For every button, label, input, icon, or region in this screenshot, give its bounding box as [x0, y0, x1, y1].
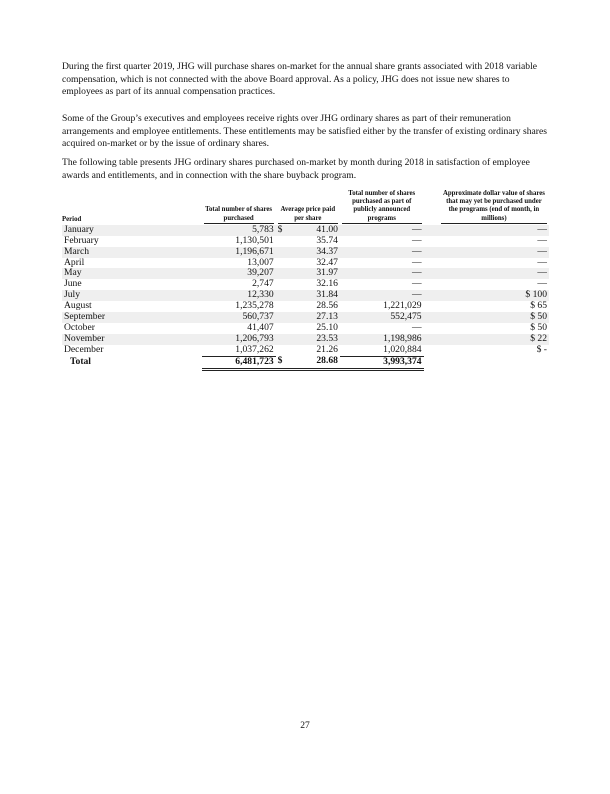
- cell-programs: 1,020,884: [383, 343, 422, 355]
- cell-programs: —: [411, 234, 422, 246]
- cell-period: February: [64, 234, 99, 246]
- cell-period: September: [62, 312, 202, 323]
- cell-total: 1,130,501: [235, 234, 274, 246]
- cell-approx: $ 50: [439, 312, 549, 323]
- table-row: [62, 323, 549, 334]
- total-cell-dollar: $: [276, 356, 294, 369]
- cell-period: May: [62, 268, 202, 279]
- cell-programs: 1,198,986: [340, 334, 424, 345]
- cell-programs: —: [340, 225, 424, 236]
- cell-avg: 25.10: [316, 321, 338, 333]
- cell-period: June: [64, 278, 82, 290]
- cell-period: July: [62, 290, 202, 301]
- cell-total: 1,206,793: [202, 334, 276, 345]
- page-number: 27: [300, 720, 310, 731]
- cell-dollar: [276, 301, 294, 312]
- cell-total: 5,783: [202, 225, 276, 236]
- cell-avg: 35.74: [316, 234, 338, 246]
- table-row: [62, 236, 549, 247]
- cell-programs: —: [411, 321, 422, 333]
- cell-period: August: [64, 300, 92, 312]
- cell-dollar: $: [276, 225, 294, 236]
- cell-programs: —: [411, 278, 422, 290]
- table-row: [62, 247, 549, 258]
- total-cell-period: Total: [70, 356, 91, 368]
- table-row: [62, 290, 549, 301]
- cell-avg: 41.00: [293, 225, 340, 236]
- table-header-row: [62, 190, 549, 225]
- cell-avg: 28.56: [316, 300, 338, 312]
- paragraph-table-intro: The following table presents JHG ordinary shares purchased on-market by month during 2018 in satisfaction of employee awards and entitlements, and in connection with the share buyback program.: [62, 157, 530, 181]
- cell-total: 2,747: [252, 278, 274, 290]
- cell-dollar: [276, 268, 294, 279]
- cell-avg: 27.13: [293, 312, 340, 323]
- cell-programs: —: [340, 290, 424, 301]
- cell-approx: $ -: [536, 344, 547, 356]
- total-cell-total: 6,481,723: [202, 356, 276, 369]
- cell-avg: 21.26: [316, 344, 338, 356]
- cell-approx: —: [439, 247, 549, 258]
- cell-programs: 552,475: [340, 312, 424, 323]
- header-approx-dollar-value: Approximate dollar value of shares that may yet be purchased under the programs (end of month, in millions): [439, 190, 549, 225]
- cell-dollar: [276, 247, 294, 258]
- cell-total: 1,235,278: [235, 300, 274, 312]
- cell-approx: —: [537, 256, 547, 268]
- cell-dollar: [276, 258, 294, 269]
- cell-dollar: [276, 236, 294, 247]
- cell-programs: —: [411, 256, 422, 268]
- cell-dollar: [276, 323, 294, 334]
- header-period: Period: [62, 215, 82, 223]
- cell-approx: —: [537, 278, 547, 290]
- cell-approx: —: [439, 268, 549, 279]
- cell-approx: $ 100: [439, 290, 549, 301]
- cell-total: 1,037,262: [235, 343, 274, 355]
- cell-programs: 1,221,029: [383, 300, 422, 312]
- cell-dollar: [276, 334, 294, 345]
- cell-approx: $ 22: [439, 334, 549, 345]
- cell-total: 41,407: [247, 321, 274, 333]
- cell-total: 39,207: [202, 268, 276, 279]
- cell-avg: 23.53: [293, 334, 340, 345]
- cell-approx: —: [439, 225, 549, 236]
- cell-total: 12,330: [202, 290, 276, 301]
- cell-period: April: [64, 256, 85, 268]
- cell-programs: —: [340, 247, 424, 258]
- table-row: [62, 345, 549, 356]
- table-row: [62, 279, 549, 290]
- table-row: [62, 334, 549, 345]
- header-total-purchased: Total number of shares purchased: [202, 190, 276, 225]
- cell-approx: $ 50: [530, 321, 547, 333]
- cell-dollar: [276, 312, 294, 323]
- cell-avg: 32.16: [316, 278, 338, 290]
- cell-period: December: [64, 344, 104, 356]
- table-row: [62, 301, 549, 312]
- cell-avg: 31.97: [293, 268, 340, 279]
- table-row: [62, 258, 549, 269]
- cell-programs: —: [340, 268, 424, 279]
- total-cell-avg: 28.68: [293, 356, 340, 369]
- cell-period: October: [64, 321, 95, 333]
- cell-total: 13,007: [247, 256, 274, 268]
- cell-total: 1,196,671: [202, 247, 276, 258]
- header-average-price: Average price paid per share: [276, 190, 340, 225]
- header-program-shares: Total number of shares purchased as part of publicly announced programs: [340, 190, 424, 225]
- total-cell-approx: [439, 356, 549, 369]
- total-cell-programs: 3,993,374: [340, 356, 424, 369]
- cell-period: March: [62, 247, 202, 258]
- cell-avg: 32.47: [316, 256, 338, 268]
- cell-approx: —: [537, 234, 547, 246]
- paragraph-share-grants: During the first quarter 2019, JHG will purchase shares on-market for the annual share grants associated with 2018 variable compensation, which is not connected with the above Board approval. As a policy, JHG does not issue new shares to employees as part of its annual compensation practices.: [62, 61, 538, 98]
- cell-period: November: [62, 334, 202, 345]
- paragraph-executive-rights: Some of the Group’s executives and employees receive rights over JHG ordinary shares as part of their remuneration arrangements and employee entitlements. These entitlements may be satisfied either by the transfer of existing ordinary shares acquired on-market or by the issue of ordinary shares.: [62, 113, 547, 150]
- table-row: [62, 268, 549, 279]
- cell-approx: $ 65: [530, 300, 547, 312]
- cell-total: 560,737: [202, 312, 276, 323]
- shares-purchased-table: [62, 190, 549, 371]
- table-total-row: [62, 356, 549, 369]
- table-row: [62, 312, 549, 323]
- cell-period: January: [62, 225, 202, 236]
- cell-dollar: [276, 290, 294, 301]
- cell-dollar: [276, 279, 294, 290]
- table-row: [62, 225, 549, 236]
- cell-avg: 34.37: [293, 247, 340, 258]
- cell-avg: 31.84: [293, 290, 340, 301]
